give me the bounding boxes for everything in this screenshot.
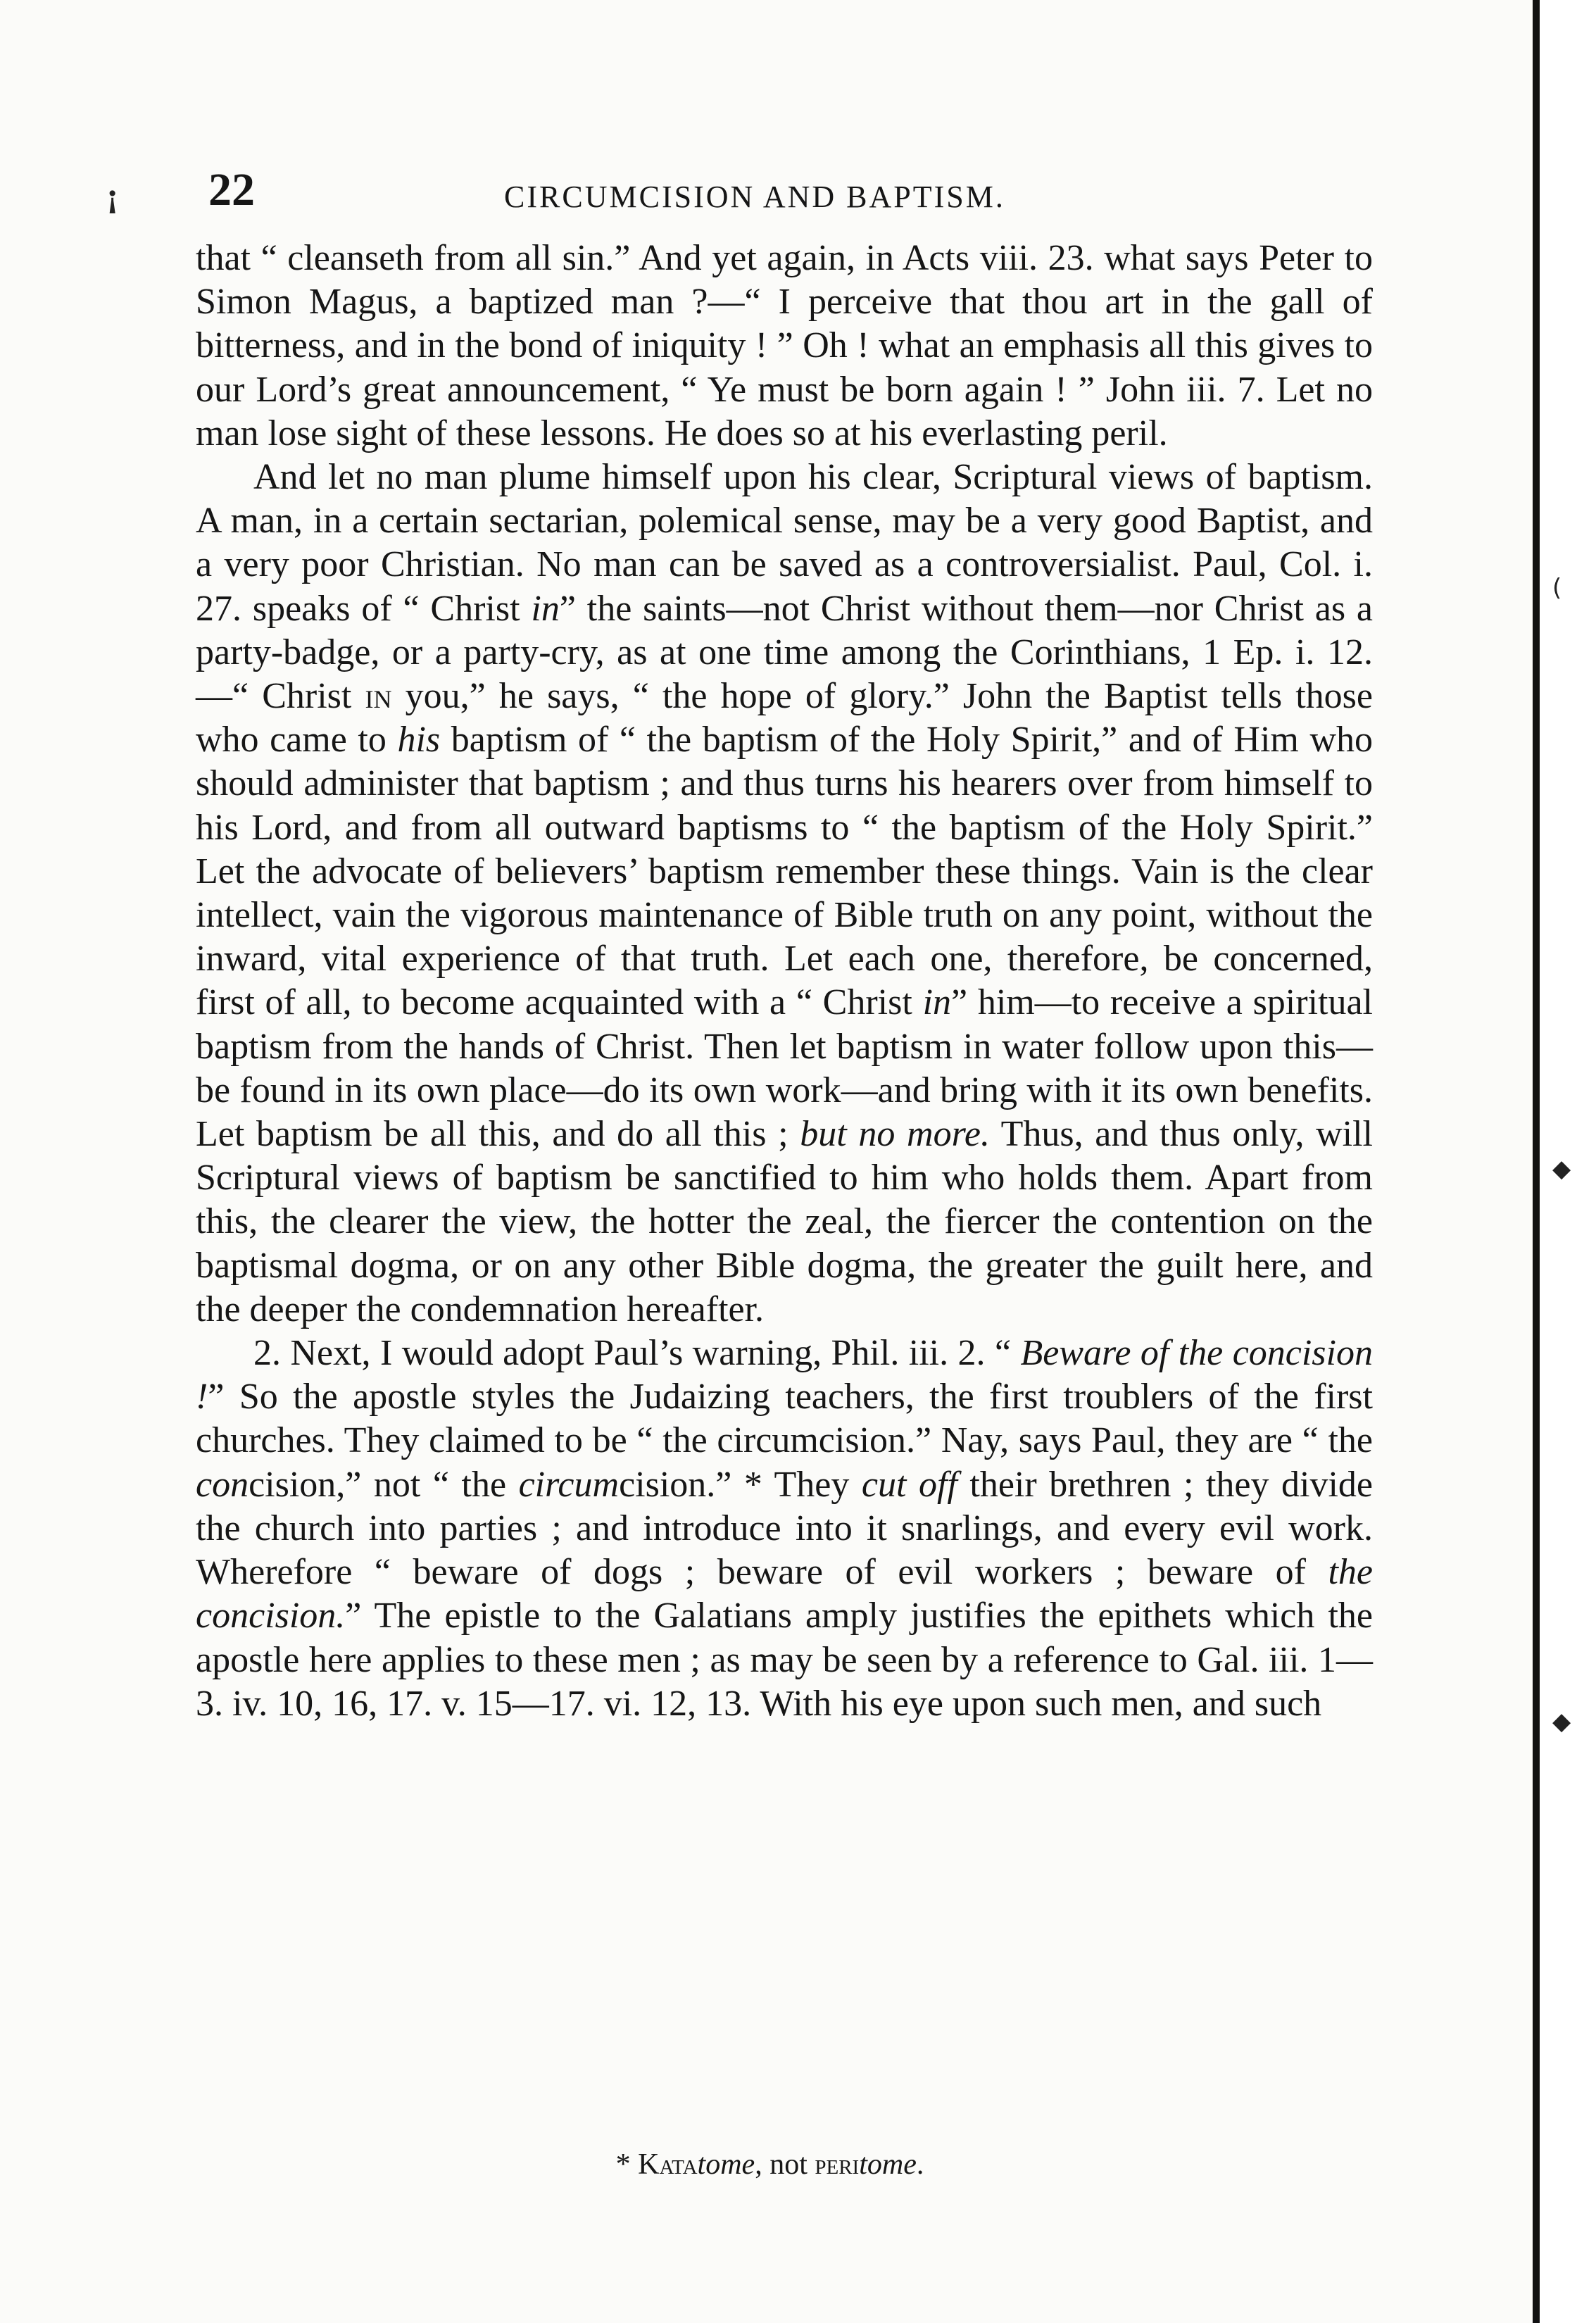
edge-mark: ◆ — [1552, 1708, 1571, 1736]
italic-text: Beware of the concision ! — [196, 1333, 1373, 1417]
text-segment: . — [916, 2148, 924, 2181]
text-segment: cision,” not “ the — [249, 1464, 519, 1505]
italic-text: tome — [859, 2148, 917, 2181]
edge-mark: ◆ — [1552, 1155, 1571, 1183]
page-number: 22 — [208, 164, 255, 215]
text-segment: baptism of “ the baptism of the Holy Spirit,” and of Him who should administer that baptism ; and thus turns his hearers over from himself to his Lord, and from all outward baptisms to “ the baptism of the Holy Spirit.” Let the advocate of believers’ baptism remember these things. Vain is the clear intellect, vain the vigorous maintenance of Bible truth on any point, without the inward, vital experience of that truth. Let each one, therefore, be concerned, first of all, to become acquainted with a “ Christ — [196, 720, 1374, 1023]
paragraph — [196, 456, 1373, 1332]
italic-text: but no more. — [800, 1114, 990, 1155]
italic-text: tome — [697, 2148, 755, 2181]
small-caps-text: peri — [815, 2148, 860, 2181]
text-segment: , not — [755, 2148, 815, 2181]
edge-mark: ( — [1552, 574, 1562, 602]
paragraph — [196, 237, 1373, 456]
text-segment: ” the saints—not Christ without them—nor Christ as a party-badge, or a party-cry, as at one time among the Corinthians, 1 Ep. i. 12.—“ Christ — [196, 588, 1373, 717]
italic-text: in — [531, 588, 560, 629]
text-segment: cision.” * They — [619, 1464, 862, 1505]
italic-text: con — [196, 1464, 249, 1505]
page-edge — [1533, 0, 1596, 2323]
text-segment: And let no man plume himself upon his clear, Scriptural views of baptism. A man, in a certain sectarian, polemical sense, may be a very good Baptist, and a very poor Christian. No man can be saved as a controversialist. Paul, Col. i. 27. speaks of “ Christ — [196, 457, 1373, 629]
text-segment: ” So the apostle styles the Judaizing teachers, the first troublers of the first churches. They claimed to be “ the circumcision.” Nay, says Paul, they are “ the — [196, 1377, 1373, 1461]
text-segment: ” The epistle to the Galatians amply justifies the epithets which the apostle here applies to these men ; as may be seen by a reference to Gal. iii. 1—3. iv. 10, 16, 17. v. 15—17. vi. 12, 13. With his eye upon such men, and such — [196, 1596, 1373, 1724]
text-segment: that “ cleanseth from all sin.” And yet again, in Acts viii. 23. what says Peter to Simon Magus, a baptized man ?—“ I perceive that thou art in the gall of bitterness, and in the bond of iniquity ! ” Oh ! what an emphasis all this gives to our Lord’s great announcement, “ Ye must be born again ! ” John iii. 7. Let no man lose sight of these lessons. He does so at his everlasting peril. — [196, 238, 1373, 453]
italic-text: his — [397, 720, 441, 760]
small-caps-text: Kata — [638, 2148, 698, 2181]
small-caps-text: in — [365, 676, 392, 717]
text-segment: 2. Next, I would adopt Paul’s warning, Phil. iii. 2. “ — [253, 1333, 1021, 1374]
italic-text: circum — [518, 1464, 620, 1505]
text-segment: Thus, and thus only, will Scriptural views of baptism be sanctified to him who holds them. Apart from this, the clearer the view, the hotter the zeal, the fiercer the contention on the baptismal dogma, or on any other Bible dogma, the greater the guilt here, and the deeper the condemnation hereafter. — [196, 1114, 1373, 1329]
running-title: CIRCUMCISION AND BAPTISM. — [504, 180, 1005, 214]
paragraph — [196, 1332, 1373, 1726]
italic-text: cut off — [861, 1464, 957, 1505]
margin-mark: ¡ — [106, 180, 120, 215]
text-segment: their brethren ; they divide the church into parties ; and introduce into it snarlings, and every evil work. Wherefore “ beware of dogs ; beware of evil workers ; beware of — [196, 1464, 1374, 1593]
italic-text: the concision. — [196, 1552, 1373, 1636]
italic-text: in — [922, 982, 952, 1023]
text-segment: * — [615, 2148, 639, 2181]
text-segment: ” him—to receive a spiritual baptism from the hands of Christ. Then let baptism in water follow upon this—be found in its own place—do its own work—and bring with it its own benefits. Let baptism be all this, and do all this ; — [196, 982, 1373, 1155]
text-segment: you,” he says, “ the hope of glory.” John the Baptist tells those who came to — [196, 676, 1373, 760]
footnote — [0, 2148, 1540, 2181]
body-text — [196, 237, 1373, 1726]
page-header — [208, 163, 1405, 227]
